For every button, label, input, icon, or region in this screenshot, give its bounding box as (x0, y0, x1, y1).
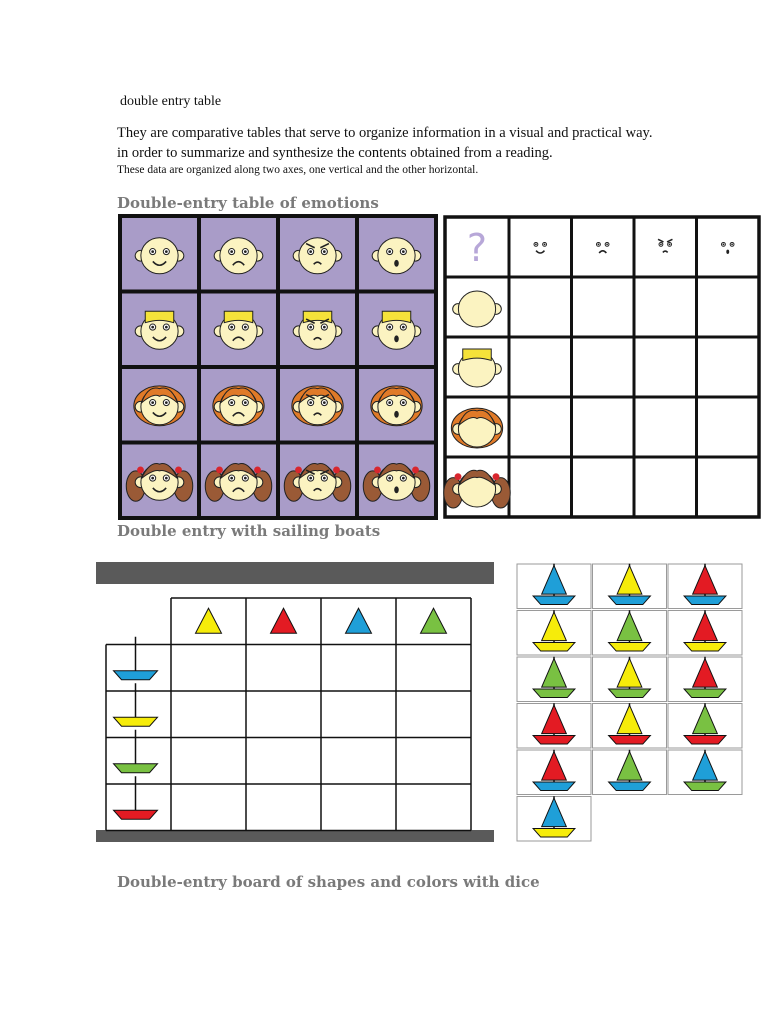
intro-paragraph-2: in order to summarize and synthesize the contents obtained from a reading. (117, 145, 553, 161)
intro-paragraph-3: These data are organized along two axes, one vertical and the other horizontal. (117, 164, 479, 176)
intro-paragraph-1: They are comparative tables that serve to organize information in a visual and practical way. (117, 125, 653, 141)
boats-heading: Double entry with sailing boats (117, 522, 381, 540)
boats-cards (517, 564, 747, 844)
face-red-hair-girl-surprised-icon (371, 386, 422, 426)
boats-top-bar (96, 562, 494, 584)
row-red-hair-girl-icon (451, 408, 502, 448)
face-red-hair-girl-sad-icon (213, 386, 264, 426)
question-mark-icon: ? (466, 226, 488, 270)
boats-bottom-bar (96, 830, 494, 842)
shapes-heading: Double-entry board of shapes and colors with dice (117, 873, 540, 891)
emotions-empty-grid (442, 214, 762, 518)
boats-empty-table (96, 562, 494, 842)
face-red-hair-girl-happy-icon (134, 386, 185, 426)
emotions-filled-grid (118, 214, 438, 518)
emotions-heading: Double-entry table of emotions (117, 194, 379, 212)
boats-panel (96, 562, 494, 842)
face-red-hair-girl-angry-icon (292, 386, 343, 426)
doc-title: double entry table (120, 94, 222, 109)
